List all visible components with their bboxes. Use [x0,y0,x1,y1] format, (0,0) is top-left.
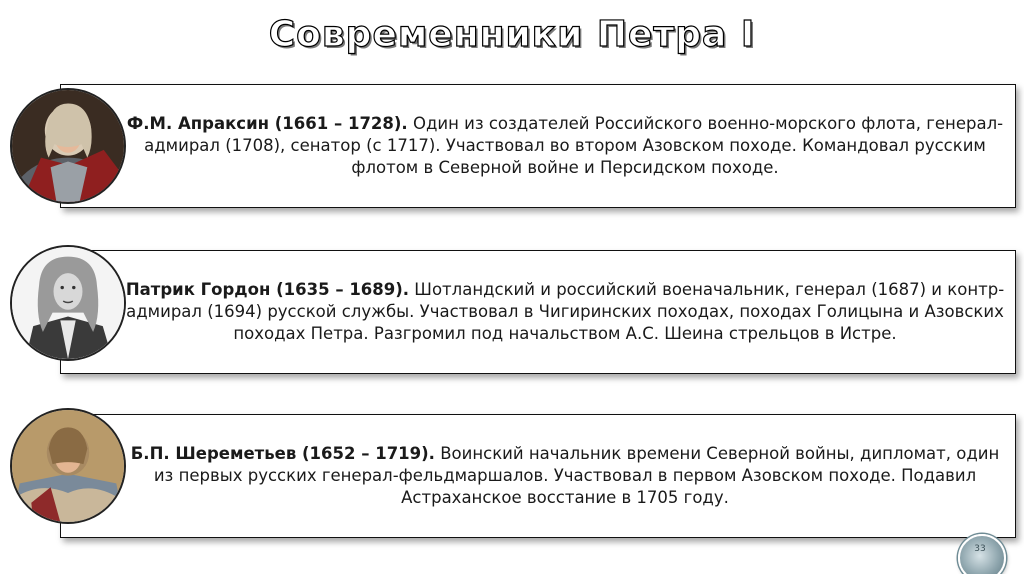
person-description: Воинский начальник времени Северной войны, дипломат, один из первых русских генерал-фельдмаршалов. Участвовал в первом Азовском походе. Подавил Астраханское восстание в 1705 году. [153,444,1000,507]
person-description: Один из создателей Российского военно-морского флота, генерал-адмирал (1708), сенатор (с 1717). Участвовал во втором Азовском походе. Командовал русским флотом в Северной войне и Персидском походе. [144,114,1004,177]
person-card-gordon [0,250,1024,390]
page-number-badge [958,534,1006,574]
portrait-sheremetev-icon [12,410,124,522]
person-description: Шотландский и российский военачальник, генерал (1687) и контр-адмирал (1694) русской службы. Участвовал в Чигиринских походах, походах Голицына и Азовских походах Петра. Разгромил под начальством А.С. Шеина стрельцов в Истре. [126,280,1005,343]
portrait-gordon-icon [12,247,124,359]
card-text [120,250,1010,374]
portrait-apraksin-icon [12,90,124,202]
card-text [120,414,1010,538]
page-number: 33 [974,544,986,554]
portrait-gordon-image [10,245,126,361]
person-card-sheremetev [0,414,1024,554]
slide-title: Современники Петра I [268,14,756,55]
card-text [120,84,1010,208]
portrait-apraksin-image [10,88,126,204]
person-name-dates: Патрик Гордон (1635 – 1689). [125,280,410,299]
person-name-dates: Б.П. Шереметьев (1652 – 1719). [130,444,435,463]
person-card-apraksin [0,84,1024,224]
person-name-dates: Ф.М. Апраксин (1661 – 1728). [126,114,408,133]
portrait-sheremetev-image [10,408,126,524]
